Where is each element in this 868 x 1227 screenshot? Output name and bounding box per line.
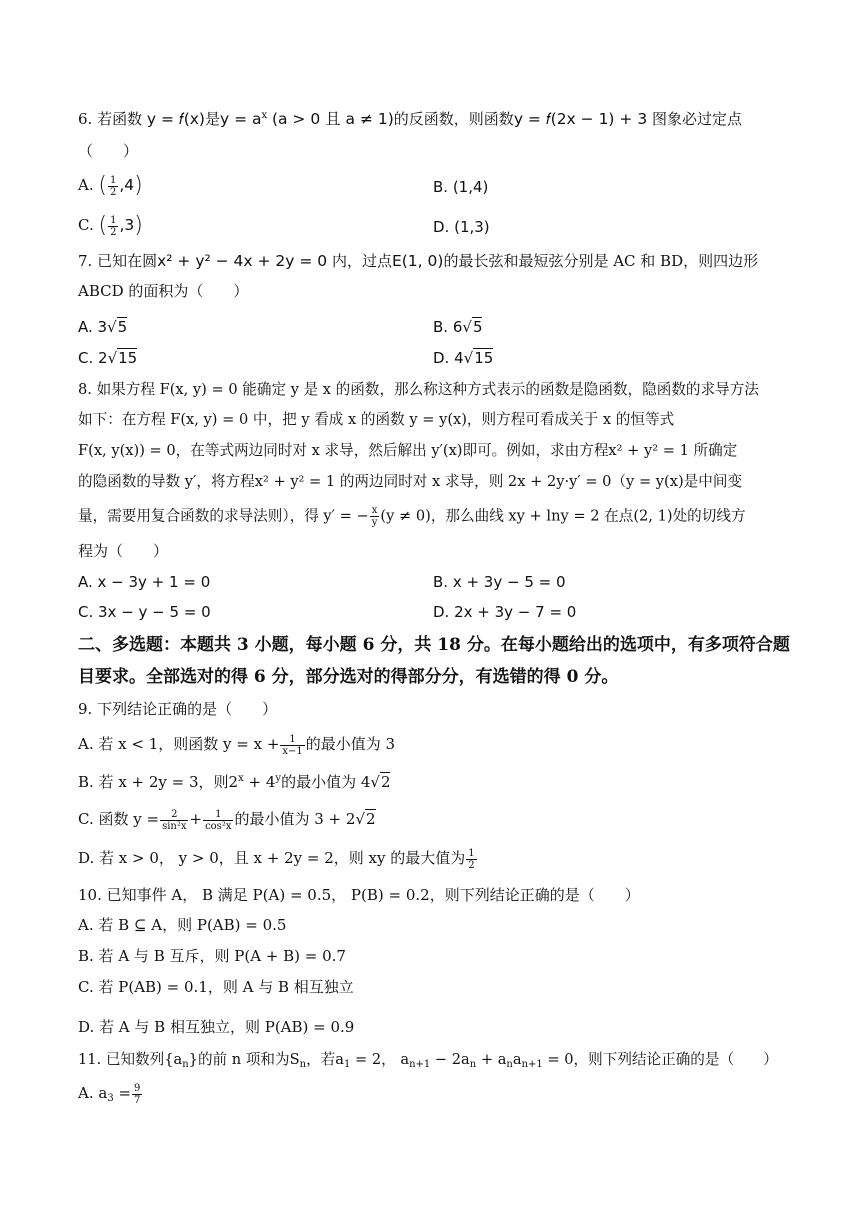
option-text: C. 2 — [78, 349, 108, 367]
denominator: 2 — [109, 186, 117, 198]
q11-option-a — [78, 1082, 143, 1106]
q11-text: ，若a — [306, 1051, 344, 1068]
numerator: 9 — [134, 1082, 141, 1094]
q11-text: + a — [476, 1051, 507, 1068]
q6-stem — [78, 108, 742, 130]
q11-text: 11. 已知数列{a — [78, 1051, 183, 1068]
option-text: 的最小值为 4 — [281, 773, 371, 791]
q10-stem: 10. 已知事件 A， B 满足 P(A) = 0.5， P(B) = 0.2，则下列结论正确的是（ ） — [78, 886, 640, 904]
sqrt: √15 — [107, 349, 138, 367]
option-text: = — [113, 1084, 132, 1102]
q6-math: y = a — [220, 110, 262, 128]
option-text: ,3 — [119, 216, 135, 234]
q7-math: x² + y² − 4x + 2y = 0 — [157, 252, 328, 270]
option-text: A. a — [78, 1084, 108, 1102]
radicand: 2 — [366, 810, 376, 828]
left-paren: ( — [98, 213, 108, 238]
q6-exponent: x — [261, 110, 268, 121]
radicand: 5 — [117, 318, 128, 336]
q7-text: 内，过点 — [331, 252, 392, 270]
q6-option-c — [78, 214, 143, 238]
option-text: C. 函数 y = — [78, 810, 160, 828]
denominator: cos²x — [205, 820, 232, 832]
option-text: A. 3 — [78, 318, 108, 336]
q10-option-d: D. 若 A 与 B 相互独立，则 P(AB) = 0.9 — [78, 1018, 355, 1036]
option-text: D. 4 — [433, 349, 464, 367]
q10-option-b: B. 若 A 与 B 互斥，则 P(A + B) = 0.7 — [78, 947, 346, 965]
sqrt: √5 — [107, 318, 128, 336]
left-paren: ( — [98, 173, 107, 198]
q7-math: E(1, 0) — [391, 252, 444, 270]
q7-option-a — [78, 316, 127, 338]
option-text: B. 若 x + 2y = 3，则2 — [78, 773, 239, 791]
q6-option-b: B. (1,4) — [433, 178, 489, 196]
section-heading-line2: 目要求。全部选对的得 6 分，部分选对的得部分分，有选错的得 0 分。 — [78, 667, 619, 687]
subscript: n — [182, 1059, 189, 1070]
option-text: 的最小值为 3 + 2 — [234, 810, 356, 828]
numerator: 1 — [468, 847, 475, 859]
subscript: n — [506, 1059, 513, 1070]
q8-option-a: A. x − 3y + 1 = 0 — [78, 573, 211, 591]
q8-line1: 8. 如果方程 F(x, y) = 0 能确定 y 是 x 的函数，那么称这种方式表示的函数是隐函数，隐函数的求导方法 — [78, 381, 759, 398]
q6-option-a — [78, 174, 143, 198]
q10-option-a: A. 若 B ⊆ A，则 P(AB) = 0.5 — [78, 916, 287, 934]
fraction — [370, 505, 380, 528]
q8-line5 — [78, 505, 746, 528]
exponent: x — [238, 773, 244, 784]
q7-stem-line2: ABCD 的面积为（ ） — [78, 282, 249, 300]
q11-text: a — [512, 1051, 522, 1068]
q8-option-d: D. 2x + 3y − 7 = 0 — [433, 603, 577, 621]
q8-line4: 的隐函数的导数 y′，将方程x² + y² = 1 的两边同时对 x 求导，则 2x + 2y·y′ = 0（y = y(x)是中间变 — [78, 473, 743, 490]
numerator: 1 — [109, 174, 117, 186]
q7-option-d — [433, 347, 493, 369]
q11-text: }的前 n 项和为S — [188, 1051, 300, 1068]
q7-option-c — [78, 347, 137, 369]
option-label: A. — [78, 176, 94, 194]
right-paren: ) — [134, 173, 143, 198]
subscript: n — [299, 1059, 307, 1070]
q6-text: 是 — [204, 110, 220, 128]
q6-math: y = 𝑓(2x − 1) + 3 — [513, 110, 648, 128]
option-text: A. 若 x < 1，则函数 y = x + — [78, 735, 280, 753]
subscript: n — [469, 1059, 477, 1070]
fraction — [203, 809, 233, 832]
numerator: 2 — [160, 809, 188, 821]
fraction — [108, 215, 118, 238]
q6-text: 6. 若函数 — [78, 110, 143, 128]
denominator: x−1 — [282, 745, 303, 757]
denominator: 7 — [134, 1094, 141, 1106]
q11-text: = 2， a — [350, 1051, 410, 1068]
q7-option-b — [433, 316, 482, 338]
q9-option-d — [78, 847, 478, 871]
q10-option-c: C. 若 P(AB) = 0.1，则 A 与 B 相互独立 — [78, 978, 354, 996]
q11-stem — [78, 1049, 778, 1071]
q9-option-a — [78, 733, 395, 757]
q9-option-c — [78, 808, 376, 832]
fraction — [466, 848, 476, 871]
q7-text: 的最长弦和最短弦分别是 AC 和 BD，则四边形 — [443, 252, 759, 270]
option-text: B. 6 — [433, 318, 463, 336]
q9-option-b — [78, 771, 390, 793]
right-paren: ) — [134, 213, 143, 238]
q7-stem — [78, 250, 758, 272]
fraction — [160, 809, 188, 832]
subscript: 1 — [343, 1059, 351, 1070]
q6-bracket: （ ） — [78, 142, 139, 160]
radicand: 5 — [472, 318, 483, 336]
option-text: 的最小值为 3 — [305, 735, 396, 753]
q11-text: = 0，则下列结论正确的是（ ） — [542, 1051, 778, 1068]
denominator: y — [371, 517, 378, 528]
radicand: 15 — [474, 349, 494, 367]
q6-math: (a > 0 且 a ≠ 1) — [271, 110, 394, 128]
q6-text: 图象必过定点 — [651, 110, 742, 128]
sqrt: √5 — [462, 318, 483, 336]
q6-math: y = 𝑓(x) — [146, 110, 205, 128]
q7-text: 7. 已知在圆 — [78, 252, 158, 270]
section-heading: 二、多选题：本题共 3 小题，每小题 6 分，共 18 分。在每小题给出的选项中，有多项符合题 — [78, 635, 790, 655]
option-text: + 4 — [243, 773, 276, 791]
fraction — [280, 734, 304, 757]
q6-text: 的反函数，则函数 — [393, 110, 514, 128]
fraction — [132, 1083, 142, 1106]
fraction — [108, 175, 118, 198]
numerator: 1 — [280, 734, 304, 746]
subscript: 3 — [107, 1093, 114, 1104]
q8-text: (y ≠ 0)，那么曲线 xy + lny = 2 在点(2, 1)处的切线方 — [380, 507, 746, 525]
plus-sign: + — [189, 810, 203, 828]
q6-option-d: D. (1,3) — [433, 218, 490, 236]
subscript: n+1 — [409, 1059, 431, 1070]
numerator: x — [370, 505, 380, 517]
q8-text: 量，需要用复合函数的求导法则），得 y′ = − — [78, 507, 369, 525]
denominator: 2 — [468, 859, 475, 871]
sqrt: √2 — [355, 810, 376, 828]
denominator: 2 — [110, 226, 117, 238]
q9-stem: 9. 下列结论正确的是（ ） — [78, 700, 278, 718]
option-text: D. 若 x > 0， y > 0，且 x + 2y = 2，则 xy 的最大值为 — [78, 849, 466, 867]
q8-option-b: B. x + 3y − 5 = 0 — [433, 573, 566, 591]
q8-line6: 程为（ ） — [78, 542, 169, 560]
q11-text: − 2a — [430, 1051, 470, 1068]
q8-option-c: C. 3x − y − 5 = 0 — [78, 603, 211, 621]
q8-line2: 如下：在方程 F(x, y) = 0 中，把 y 看成 x 的函数 y = y(x)，则方程可看成关于 x 的恒等式 — [78, 411, 675, 428]
q8-line3: F(x, y(x)) = 0，在等式两边同时对 x 求导，然后解出 y′(x)即可。例如，求由方程x² + y² = 1 所确定 — [78, 442, 738, 459]
sqrt: √2 — [370, 773, 391, 791]
exponent: y — [275, 773, 282, 784]
numerator: 1 — [110, 214, 117, 226]
subscript: n+1 — [521, 1059, 543, 1070]
option-text: ,4 — [119, 176, 135, 194]
radicand: 2 — [380, 773, 391, 791]
option-label: C. — [78, 216, 94, 234]
numerator: 1 — [203, 809, 233, 821]
denominator: sin²x — [162, 820, 187, 832]
radicand: 15 — [118, 349, 138, 367]
sqrt: √15 — [463, 349, 494, 367]
